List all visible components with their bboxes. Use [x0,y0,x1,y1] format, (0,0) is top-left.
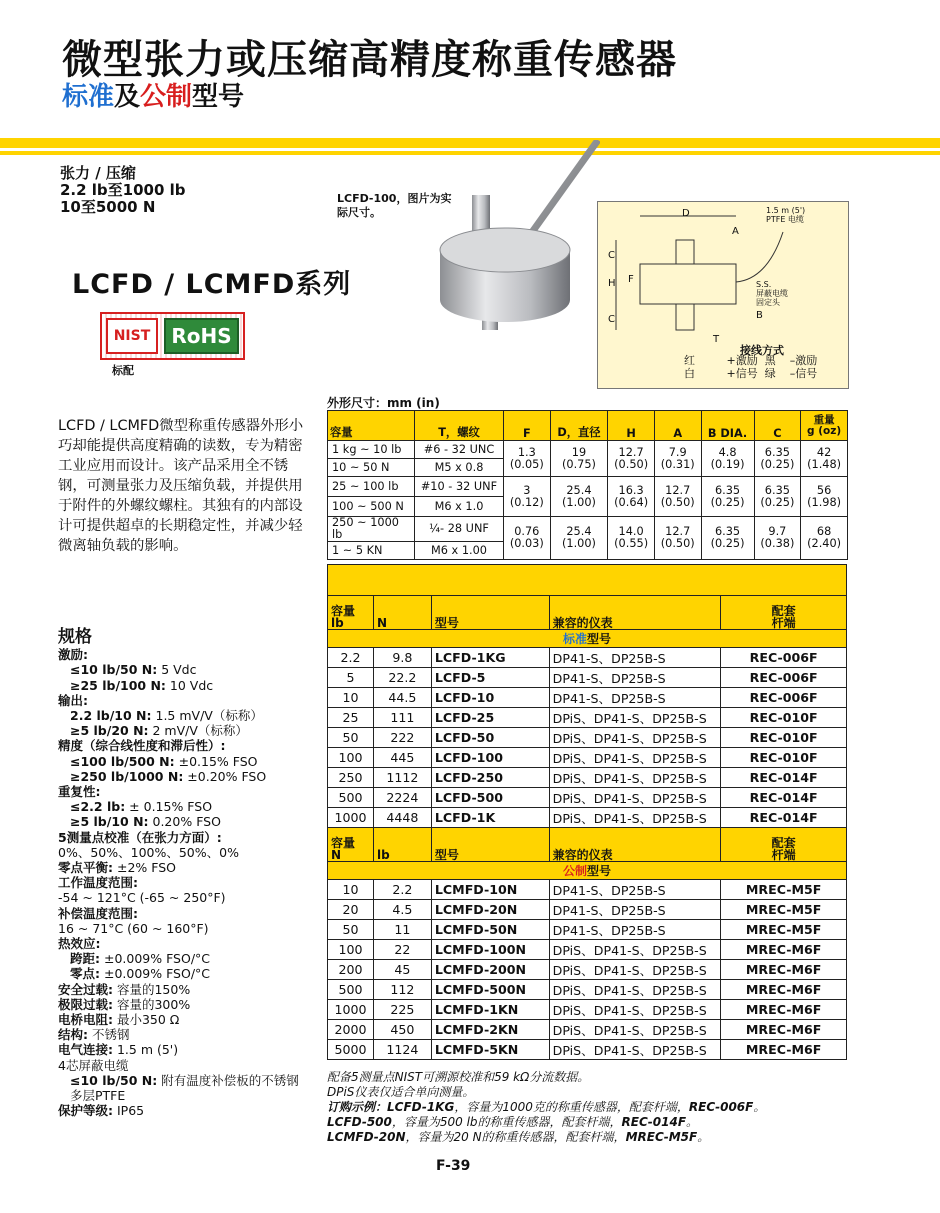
cell: 1.3 (0.05) [504,441,551,477]
cell: 1 ~ 5 KN [328,542,415,560]
spec-val: 附有温度补偿板的不锈钢多层PTFE [70,1072,299,1104]
wiring-table [684,354,817,380]
capacity-cell: 50 [328,728,374,748]
cell: 6.35 (0.25) [754,477,801,517]
meter-cell: DPiS、DP41-S、DP25B-S [549,1020,721,1040]
header-capacity-cell [328,828,374,862]
meter-cell: DPiS、DP41-S、DP25B-S [549,1000,721,1020]
table-row [328,1020,847,1040]
page-number: F-39 [436,1158,471,1174]
spec-line: 输出: [58,692,88,708]
meter-cell: DPiS、DP41-S、DP25B-S [549,980,721,1000]
wiring-title: 接线方式 [740,344,784,357]
model-cell: LCMFD-500N [431,980,549,1000]
cell: 6.35 (0.25) [701,517,754,560]
cell: 16.3 (0.64) [608,477,655,517]
cell: 12.7 (0.50) [654,477,701,517]
dimension-diagram [597,201,849,389]
cell: 10 ~ 50 N [328,459,415,477]
body-top [440,228,570,272]
model-cell: LCMFD-20N [431,900,549,920]
table-row [328,1000,847,1020]
label-a: A [732,226,739,237]
capacity-cell: 1000 [328,1000,374,1020]
cell: 42 (1.48) [801,441,848,477]
header-unit-2: N [373,596,431,630]
model-table-body [328,565,847,1060]
note-5b: ，容量为20 N的称重传感器，配套杆端， [405,1130,626,1144]
range-lb: 2.2 lb至1000 lb [60,181,186,199]
spec-val: 1.5 mV/V（标称） [151,708,263,724]
header-row [328,828,847,862]
spec-val: ± 0.15% FSO [125,799,213,815]
meter-cell: DPiS、DP41-S、DP25B-S [549,788,721,808]
capacity-alt-cell: 11 [373,920,431,940]
model-cell: LCFD-250 [431,768,549,788]
spec-line: 重复性: [58,784,101,800]
dh-h: H [608,411,655,441]
model-cell: LCMFD-50N [431,920,549,940]
capacity-alt-cell: 1112 [373,768,431,788]
spec-key: 电气连接: [58,1042,113,1058]
spec-line: -54 ~ 121°C (-65 ~ 250°F) [58,890,226,906]
header-capacity: 容量 [331,604,356,618]
note-3b: ，容量为1000克的称重传感器，配套杆端， [454,1100,689,1114]
meter-cell: DP41-S、DP25B-S [549,688,721,708]
capacity-alt-cell: 9.8 [373,648,431,668]
top-band-cell [328,565,847,596]
spec-key: 跨距: [70,951,100,967]
model-cell: LCMFD-5KN [431,1040,549,1060]
table-row [328,1040,847,1060]
product-photo [420,140,600,340]
shield-l2: 屏蔽电缆 [756,289,788,298]
cell: 19 (0.75) [550,441,608,477]
dimension-table [327,410,848,560]
cell: M6 x 1.0 [415,497,504,517]
dh-b: B DIA. [701,411,754,441]
rod-cell: REC-010F [721,728,847,748]
spec-key: 零点平衡: [58,860,113,876]
subtitle-and: 及 [114,82,141,112]
cell: 14.0 (0.55) [608,517,655,560]
meter-cell: DPiS、DP41-S、DP25B-S [549,960,721,980]
header-meter: 兼容的仪表 [549,828,721,862]
capacity-alt-cell: 222 [373,728,431,748]
capacity-cell: 10 [328,688,374,708]
wire-white: 白 [684,367,695,380]
table-row [328,748,847,768]
wire-red: 红 [684,354,695,367]
cell: 68 (2.40) [801,517,848,560]
meter-cell: DP41-S、DP25B-S [549,648,721,668]
subtitle-rest: 型号 [192,82,245,112]
cell: #6 - 32 UNC [415,441,504,459]
wire-sig-p: +信号 [726,367,758,380]
cell: 12.7 (0.50) [654,517,701,560]
spec-val: 10 Vdc [165,677,214,693]
capacity-cell: 200 [328,960,374,980]
section-band [328,862,847,880]
specifications [58,627,318,1119]
photo-caption: LCFD-100，图片为实 际尺寸。 [337,192,452,219]
table-row [328,900,847,920]
capacity-cell: 100 [328,748,374,768]
cell: 4.8 (0.19) [701,441,754,477]
section-band [328,630,847,648]
capacity-cell: 250 [328,768,374,788]
capacity-cell: 1000 [328,808,374,828]
badge-caption: 标配 [112,364,134,377]
capacity-alt-cell: 4.5 [373,900,431,920]
footnotes: 配备5测量点NIST可溯源校准和59 kΩ分流数据。 DPiS仪表仅适合单向测量。 订购示例：LCFD-1KG，容量为1000克的称重传感器，配套杆端，REC-006F。 LCFD-500，容量为500 lb的称重传感器，配套杆端，REC-014F。 LCMFD-20N，容量为20 N的称重传感器，配套杆端，MREC-M5F。 [327,1070,867,1145]
header-row [328,596,847,630]
spec-key: 极限过载: [58,996,113,1012]
cell: #10 - 32 UNF [415,477,504,497]
rod-cell: REC-006F [721,688,847,708]
dh-d: D，直径 [550,411,608,441]
model-cell: LCFD-1K [431,808,549,828]
body-outline [640,264,736,304]
rod-cell: REC-006F [721,648,847,668]
header-rod: 配套 杆端 [721,596,847,630]
rod-cell: MREC-M6F [721,1000,847,1020]
spec-key: ≤10 lb/50 N: [70,662,158,678]
label-c-top: C [608,250,615,261]
spec-val: ±0.20% FSO [183,768,267,784]
note-5a: LCMFD-20N [327,1130,406,1144]
cell: 25.4 (1.00) [550,477,608,517]
rohs-badge: RoHS [164,318,239,354]
cell: 6.35 (0.25) [701,477,754,517]
table-row [328,688,847,708]
capacity-range [60,165,186,216]
table-row [328,920,847,940]
spec-line: 热效应: [58,936,101,952]
table-row [328,648,847,668]
model-cell: LCMFD-2KN [431,1020,549,1040]
label-h: H [608,278,616,289]
spec-line: 工作温度范围: [58,875,138,891]
dh-c: C [754,411,801,441]
capacity-alt-cell: 44.5 [373,688,431,708]
cell: 9.7 (0.38) [754,517,801,560]
dh-a: A [654,411,701,441]
rod-cell: REC-014F [721,768,847,788]
capacity-alt-cell: 22.2 [373,668,431,688]
capacity-alt-cell: 112 [373,980,431,1000]
note-4a: LCFD-500 [327,1115,392,1129]
model-cell: LCFD-10 [431,688,549,708]
spec-val: 5 Vdc [157,662,197,678]
capacity-cell: 500 [328,980,374,1000]
rod-cell: MREC-M5F [721,880,847,900]
cell: M5 x 0.8 [415,459,504,477]
header-capacity: 容量 [331,836,356,850]
spec-line: 16 ~ 71°C (60 ~ 160°F) [58,920,209,936]
spec-key: 零点: [70,966,100,982]
table-row [328,880,847,900]
capacity-cell: 100 [328,940,374,960]
table-row [328,940,847,960]
rod-cell: MREC-M5F [721,900,847,920]
meter-cell: DPiS、DP41-S、DP25B-S [549,748,721,768]
cell: 12.7 (0.50) [608,441,655,477]
cell: 0.76 (0.03) [504,517,551,560]
table-row [328,668,847,688]
header-unit: lb [331,616,344,630]
spec-key: ≤100 lb/500 N: [70,753,175,769]
wire-sig-n: –信号 [789,367,818,380]
subtitle-standard: 标准 [62,82,115,112]
note-4c: REC-014F [621,1115,687,1129]
cell: 25.4 (1.00) [550,517,608,560]
note-3a: 订购示例：LCFD-1KG [327,1100,455,1114]
spec-line: 0%、50%、100%、50%、0% [58,844,239,860]
rod-cell: MREC-M6F [721,940,847,960]
wire-black: 黑 [764,354,776,367]
range-n: 10至5000 N [60,198,156,216]
rod-cell: REC-014F [721,808,847,828]
shield-label [756,280,788,307]
table-row [328,808,847,828]
spec-val: IP65 [113,1103,145,1119]
rod-cell: MREC-M5F [721,920,847,940]
capacity-cell: 5 [328,668,374,688]
rod-cell: MREC-M6F [721,1040,847,1060]
spec-val: 2 mV/V（标称） [148,723,248,739]
model-cell: LCMFD-1KN [431,1000,549,1020]
rod-cell: MREC-M6F [721,960,847,980]
spec-line: 激励: [58,647,88,663]
page-title: 微型张力或压缩高精度称重传感器 [62,37,677,83]
spec-key: ≥25 lb/100 N: [70,677,166,693]
header-capacity-cell [328,596,374,630]
capacity-alt-cell: 1124 [373,1040,431,1060]
spec-line: 5测量点校准（在张力方面）: [58,829,222,845]
meter-cell: DPiS、DP41-S、DP25B-S [549,940,721,960]
label-t: T [713,334,720,345]
capacity-cell: 20 [328,900,374,920]
model-cell: LCFD-25 [431,708,549,728]
band-suffix: 型号 [587,864,612,878]
spec-key: 安全过载: [58,981,113,997]
model-cell: LCFD-5 [431,668,549,688]
meter-cell: DP41-S、DP25B-S [549,920,721,940]
wire-green: 绿 [764,367,776,380]
band-cell [328,630,847,648]
spec-val: 0.20% FSO [148,814,221,830]
spec-key: ≥5 lb/10 N: [70,814,149,830]
product-description: LCFD / LCMFD微型称重传感器外形小巧却能提供高度精确的读数，专为精密工业应用而设计。该产品采用全不锈钢，可测量张力及压缩负载，并提供用于附件的外螺纹螺柱。其独有的内部设计可提供超卓的长期稳定性，并减少轻微离轴负载的影响。 [58,418,304,554]
dims-row [328,441,848,459]
series-title: LCFD / LCMFD系列 [72,269,352,300]
spec-title: 规格 [58,627,92,647]
range-type: 张力 / 压缩 [60,164,136,182]
capacity-cell: 10 [328,880,374,900]
certification-badges [100,312,245,360]
capacity-alt-cell: 445 [373,748,431,768]
band-label: 标准 [562,632,587,646]
spec-line: 4芯屏蔽电缆 [58,1057,129,1073]
capacity-alt-cell: 22 [373,940,431,960]
cell: 25 ~ 100 lb [328,477,415,497]
cell: 56 (1.98) [801,477,848,517]
wire-exc-n: –激励 [789,354,818,367]
dims-title: 外形尺寸：mm (in) [327,396,440,410]
header-unit-2: lb [373,828,431,862]
capacity-cell: 25 [328,708,374,728]
header-unit: N [331,848,342,862]
nist-badge: NIST [106,318,158,354]
spec-line: 精度（综合线性度和滞后性）: [58,738,226,754]
meter-cell: DPiS、DP41-S、DP25B-S [549,708,721,728]
capacity-alt-cell: 450 [373,1020,431,1040]
spec-key: ≤10 lb/50 N: [70,1072,158,1088]
band-cell [328,862,847,880]
page-subtitle [62,76,244,113]
model-table [327,564,847,1060]
bottom-thread [676,304,694,330]
spec-key: ≥250 lb/1000 N: [70,768,184,784]
table-row [328,788,847,808]
capacity-alt-cell: 111 [373,708,431,728]
dims-row [328,517,848,542]
capacity-alt-cell: 225 [373,1000,431,1020]
model-cell: LCFD-1KG [431,648,549,668]
model-cell: LCFD-50 [431,728,549,748]
spec-val: 最小350 Ω [113,1012,180,1028]
table-row [328,960,847,980]
spec-val: 不锈钢 [88,1027,130,1043]
rod-cell: REC-014F [721,788,847,808]
model-cell: LCMFD-100N [431,940,549,960]
spec-val: ±0.009% FSO/°C [100,966,211,982]
header-model: 型号 [431,828,549,862]
cable-line [736,232,783,282]
spec-val: ±0.009% FSO/°C [100,951,211,967]
header-meter: 兼容的仪表 [549,596,721,630]
dh-weight: 重量 g (oz) [801,411,848,441]
note-2: DPiS仪表仅适合单向测量。 [327,1085,475,1099]
model-cell: LCFD-100 [431,748,549,768]
meter-cell: DP41-S、DP25B-S [549,880,721,900]
meter-cell: DP41-S、DP25B-S [549,668,721,688]
spec-key: ≥5 lb/20 N: [70,723,149,739]
cell: ¼- 28 UNF [415,517,504,542]
capacity-cell: 50 [328,920,374,940]
table-row [328,728,847,748]
spec-line: 补偿温度范围: [58,905,138,921]
shield-l3: 固定头 [756,298,780,307]
cell: 6.35 (0.25) [754,441,801,477]
table-row [328,768,847,788]
table-row [328,980,847,1000]
note-1: 配备5测量点NIST可溯源校准和59 kΩ分流数据。 [327,1070,590,1084]
cell: 100 ~ 500 N [328,497,415,517]
cable-shape [530,140,598,235]
spec-val: ±0.15% FSO [174,753,258,769]
spec-key: 电桥电阻: [58,1012,113,1028]
rod-cell: MREC-M6F [721,980,847,1000]
spec-key: 2.2 lb/10 N: [70,708,152,724]
cell: 3 (0.12) [504,477,551,517]
header-model: 型号 [431,596,549,630]
cable-label [766,206,805,224]
meter-cell: DP41-S、DP25B-S [549,900,721,920]
cell: 7.9 (0.31) [654,441,701,477]
model-cell: LCMFD-200N [431,960,549,980]
label-d: D [682,208,690,219]
cable-type: PTFE 电缆 [766,215,804,224]
model-cell: LCFD-500 [431,788,549,808]
note-5c: MREC-M5F [625,1130,698,1144]
cell: M6 x 1.00 [415,542,504,560]
band-suffix: 型号 [587,632,612,646]
label-b: B [756,310,763,321]
wire-exc-p: +激励 [726,354,758,367]
label-c-bottom: C [608,314,615,325]
capacity-cell: 500 [328,788,374,808]
spec-val: ±2% FSO [113,860,176,876]
band-label: 公制 [562,864,587,878]
rod-cell: REC-006F [721,668,847,688]
rod-cell: MREC-M6F [721,1020,847,1040]
capacity-alt-cell: 2224 [373,788,431,808]
capacity-alt-cell: 45 [373,960,431,980]
spec-key: 保护等级: [58,1103,113,1119]
capacity-alt-cell: 2.2 [373,880,431,900]
spec-val: 容量的300% [113,996,191,1012]
dims-row [328,477,848,497]
rod-cell: REC-010F [721,708,847,728]
cell: 1 kg ~ 10 lb [328,441,415,459]
cell: 250 ~ 1000 lb [328,517,415,542]
capacity-cell: 2.2 [328,648,374,668]
meter-cell: DPiS、DP41-S、DP25B-S [549,808,721,828]
note-4b: ，容量为500 lb的称重传感器，配套杆端， [391,1115,622,1129]
table-top-band [328,565,847,596]
dims-header-row [328,411,848,441]
spec-key: ≤2.2 lb: [70,799,126,815]
cable-length: 1.5 m (5') [766,206,806,215]
meter-cell: DPiS、DP41-S、DP25B-S [549,1040,721,1060]
spec-key: 结构: [58,1027,88,1043]
top-thread [676,240,694,264]
rod-cell: REC-010F [721,748,847,768]
model-cell: LCMFD-10N [431,880,549,900]
note-3c: REC-006F [688,1100,754,1114]
subtitle-metric: 公制 [140,82,193,112]
capacity-alt-cell: 4448 [373,808,431,828]
spec-val: 容量的150% [113,981,191,997]
header-rod: 配套 杆端 [721,828,847,862]
dh-thread: T，螺纹 [415,411,504,441]
capacity-cell: 5000 [328,1040,374,1060]
capacity-cell: 2000 [328,1020,374,1040]
spec-val: 1.5 m (5') [113,1042,179,1058]
dh-f: F [504,411,551,441]
table-row [328,708,847,728]
meter-cell: DPiS、DP41-S、DP25B-S [549,768,721,788]
dh-capacity: 容量 [328,411,415,441]
meter-cell: DPiS、DP41-S、DP25B-S [549,728,721,748]
label-f: F [628,274,634,285]
shield-l1: S.S. [756,280,772,289]
